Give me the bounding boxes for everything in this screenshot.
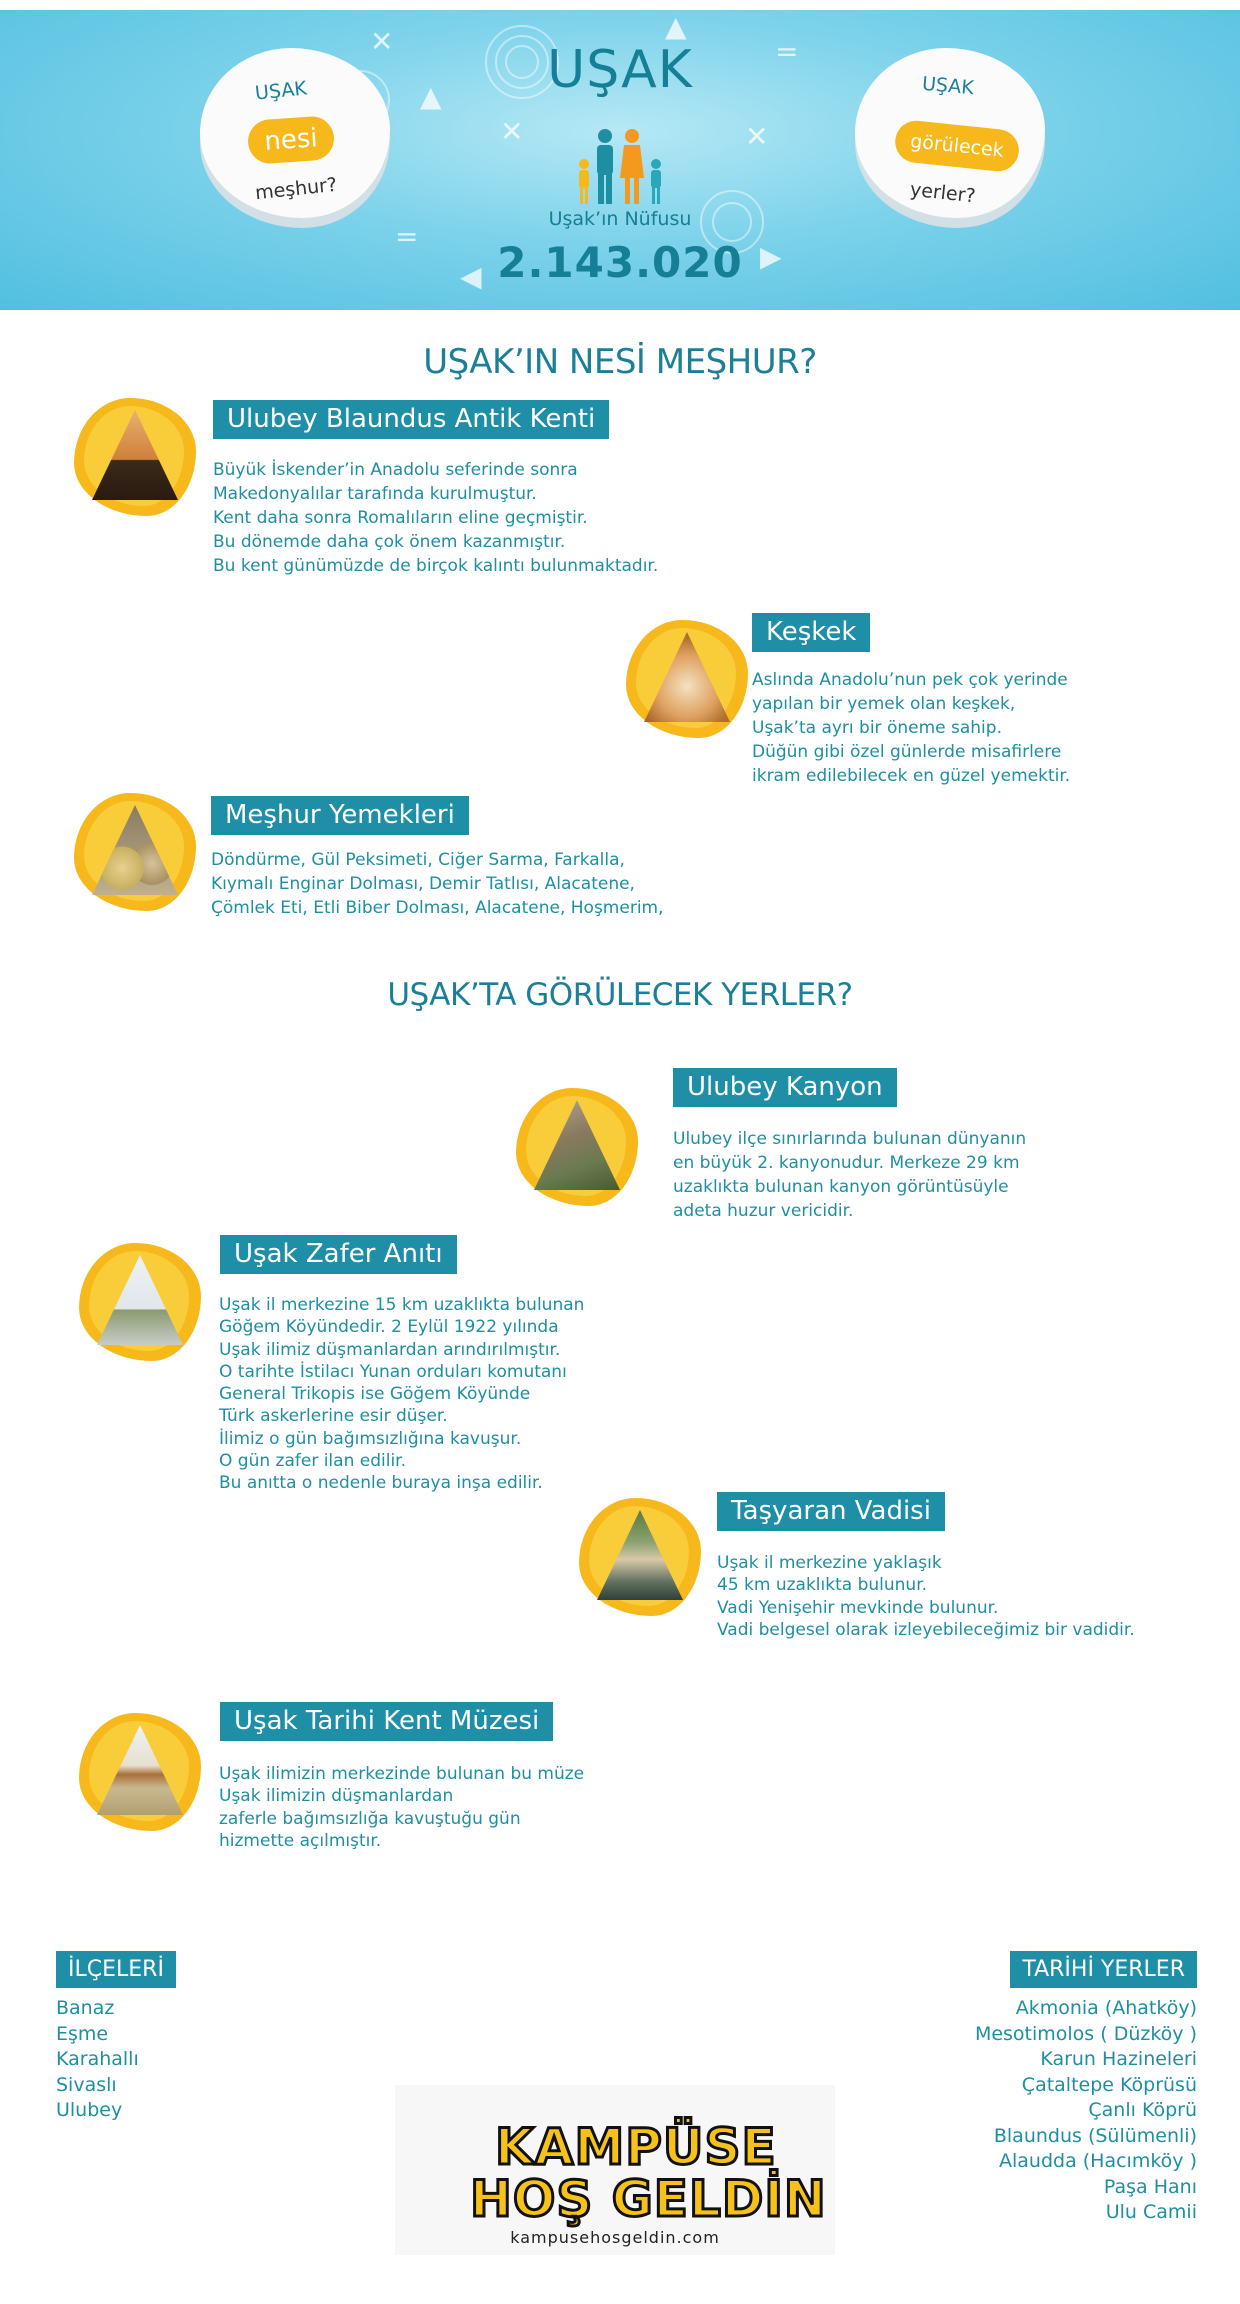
list-item: Mesotimolos ( Düzköy ) — [974, 2022, 1197, 2045]
list-item: Alaudda (Hacımköy ) — [999, 2150, 1197, 2172]
item-image-valley — [575, 1490, 705, 1620]
x-decor-icon: ✕ — [745, 120, 769, 153]
list-item: Çanlı Köprü — [1088, 2099, 1197, 2121]
left-bubble-line3: meşhur? — [254, 173, 339, 205]
left-bubble-line1: UŞAK — [253, 77, 308, 105]
right-bubble-highlight: görülecek — [893, 119, 1021, 174]
districts-title: İLÇELERİ — [56, 1951, 176, 1988]
logo-url[interactable]: kampusehosgeldin.com — [510, 2228, 720, 2247]
page-title: UŞAK — [547, 40, 693, 100]
item-description: Büyük İskender’in Anadolu seferinde sonra Makedonyalılar tarafında kurulmuştur. Kent daha sonra Romalıların eline geçmiştir. Bu dönemde daha çok önem kazanmıştır. Bu kent günümüzde de birçok kalıntı bulunmaktadır. — [213, 460, 659, 576]
list-item: Banaz — [56, 1997, 115, 2019]
right-bubble-line1: UŞAK — [921, 72, 975, 100]
item-title: Uşak Zafer Anıtı — [220, 1235, 457, 1274]
list-item: Karahallı — [56, 2048, 139, 2070]
item-description: Döndürme, Gül Peksimeti, Ciğer Sarma, Farkalla, Kıymalı Enginar Dolması, Demir Tatlısı, Alacatene, Çömlek Eti, Etli Biber Dolması, Alacatene, Hoşmerim, — [211, 850, 664, 918]
triangle-decor-icon: ◀ — [460, 260, 482, 293]
x-decor-icon: ✕ — [370, 25, 394, 58]
item-title: Taşyaran Vadisi — [717, 1492, 945, 1531]
item-title: Ulubey Blaundus Antik Kenti — [213, 400, 609, 439]
right-bubble-line3: yerler? — [909, 178, 977, 208]
item-title: Uşak Tarihi Kent Müzesi — [220, 1702, 553, 1741]
item-image-blaundus — [70, 390, 200, 520]
equals-decor-icon: = — [775, 35, 799, 68]
list-item: Çataltepe Köprüsü — [1021, 2073, 1197, 2096]
triangle-decor-icon: ▲ — [420, 80, 442, 113]
item-title: Ulubey Kanyon — [673, 1068, 897, 1107]
population-label: Uşak’ın Nüfusu — [548, 208, 692, 230]
list-item: Eşme — [56, 2022, 109, 2045]
item-image-museum — [75, 1705, 205, 1835]
item-description: Uşak ilimizin merkezinde bulunan bu müze Uşak ilimizin düşmanlardan zaferle bağımsızlığa kavuştuğu gün hizmette açılmıştır. — [219, 1764, 585, 1851]
x-decor-icon: ✕ — [500, 115, 524, 148]
equals-decor-icon: = — [395, 220, 419, 253]
item-image-dishes — [70, 785, 200, 915]
item-image-canyon — [512, 1080, 642, 1210]
list-item: Karun Hazineleri — [1040, 2048, 1197, 2070]
item-description: Uşak il merkezine yaklaşık 45 km uzaklıkta bulunur. Vadi Yenişehir mevkinde bulunur. Vadi belgesel olarak izleyebileceğimiz bir vadidir. — [717, 1553, 1135, 1640]
list-item: Paşa Hanı — [1103, 2175, 1197, 2198]
item-title: Meşhur Yemekleri — [211, 796, 469, 835]
list-item: Blaundus (Sülümenli) — [993, 2124, 1197, 2147]
logo-line2: HOŞ GELDİN — [470, 2170, 827, 2228]
triangle-decor-icon: ▶ — [760, 240, 782, 273]
logo-line1: KAMPÜSE — [495, 2118, 777, 2176]
section-title-famous: UŞAK’IN NESİ MEŞHUR? — [423, 342, 817, 382]
item-description: Uşak il merkezine 15 km uzaklıkta bulunan Göğem Köyündedir. 2 Eylül 1922 yılında Uşak ilimiz düşmanlardan arındırılmıştır. O tarihte İstilacı Yunan orduları komutanı General Trikopis ise Göğem Köyünde Türk askerlerine esir düşer. İlimiz o gün bağımsızlığına kavuşur. O gün zafer ilan edilir. Bu anıtta o nedenle buraya inşa edilir. — [219, 1295, 585, 1494]
population-value: 2.143.020 — [497, 238, 743, 287]
districts-list — [56, 1996, 139, 2124]
list-item: Akmonia (Ahatköy) — [1015, 1997, 1197, 2019]
item-description: Ulubey ilçe sınırlarında bulunan dünyanın en büyük 2. kanyonudur. Merkeze 29 km uzaklıkta bulunan kanyon görüntüsüyle adeta huzur vericidir. — [673, 1129, 1027, 1221]
list-item: Sivaslı — [56, 2073, 117, 2096]
triangle-decor-icon: ▲ — [665, 10, 687, 43]
historic-places-list — [975, 1996, 1197, 2226]
item-description: Aslında Anadolu’nun pek çok yerinde yapılan bir yemek olan keşkek, Uşak’ta ayrı bir öneme sahip. Düğün gibi özel günlerde misafirlere ikram edilebilecek en güzel yemektir. — [752, 670, 1071, 786]
family-icon — [570, 128, 670, 208]
section-title-places: UŞAK’TA GÖRÜLECEK YERLER? — [387, 977, 853, 1013]
item-image-monument — [75, 1235, 205, 1365]
list-item: Ulubey — [56, 2099, 123, 2121]
item-image-keskek — [622, 612, 752, 742]
item-title: Keşkek — [752, 613, 870, 652]
list-item: Ulu Camii — [1105, 2201, 1197, 2223]
left-bubble-highlight: nesi — [247, 115, 336, 165]
historic-places-title: TARİHİ YERLER — [1010, 1951, 1197, 1988]
